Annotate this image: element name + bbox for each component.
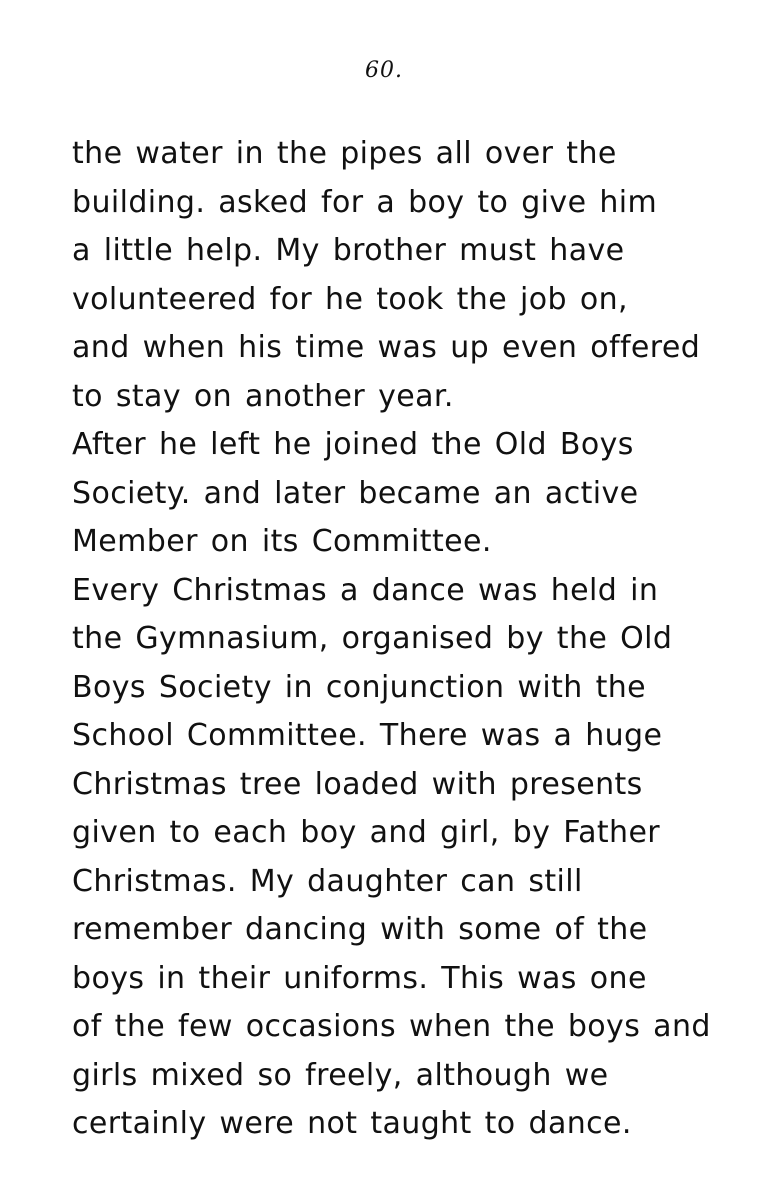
text-line: Every Christmas a dance was held in <box>72 572 659 608</box>
text-line: Society. and later became an active <box>72 475 639 511</box>
text-line: building. asked for a boy to give him <box>72 184 658 220</box>
text-line: Member on its Committee. <box>72 524 492 559</box>
text-line: to stay on another year. <box>72 378 454 414</box>
text-line: given to each boy and girl, by Father <box>72 815 661 850</box>
text-line: boys in their uniforms. This was one <box>72 960 647 996</box>
text-line: After he left he joined the Old Boys <box>72 427 634 462</box>
text-line: and when his time was up even offered <box>72 330 701 365</box>
page-number <box>0 58 780 83</box>
handwritten-text-block <box>72 130 712 1149</box>
text-line: volunteered for he took the job on, <box>72 281 628 317</box>
text-line: remember dancing with some of the <box>72 912 648 947</box>
page-number-text: 60. <box>365 58 403 83</box>
text-line: the Gymnasium, organised by the Old <box>72 621 673 656</box>
text-line: Christmas. My daughter can still <box>72 863 583 899</box>
text-line: Boys Society in conjunction with the <box>72 669 647 705</box>
text-line: Christmas tree loaded with presents <box>72 766 643 802</box>
text-line: the water in the pipes all over the <box>72 136 617 171</box>
text-line: girls mixed so freely, although we <box>72 1057 609 1093</box>
text-line: School Committee. There was a huge <box>72 718 663 753</box>
text-line: of the few occasions when the boys and <box>72 1009 711 1044</box>
text-line: certainly were not taught to dance. <box>72 1106 632 1141</box>
text-line: a little help. My brother must have <box>72 233 625 268</box>
